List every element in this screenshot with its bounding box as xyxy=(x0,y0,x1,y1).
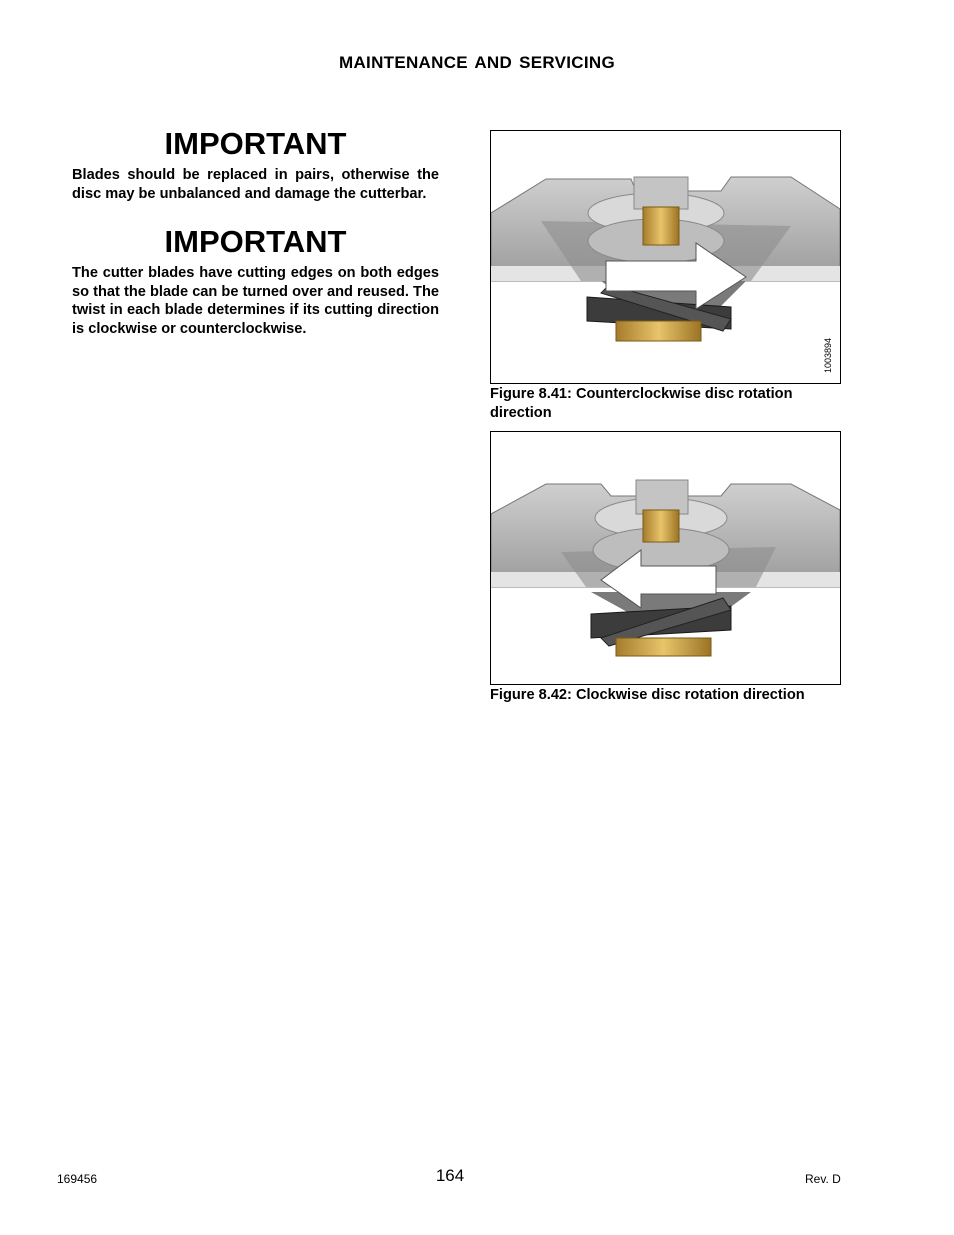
important-text-2: The cutter blades have cutting edges on both edges so that the blade can be turned over and reused. The twist in each blade determines if its cutting direction is clockwise or counterclockwise. xyxy=(72,265,439,337)
figure-caption-2: Figure 8.42: Clockwise disc rotation direction xyxy=(490,687,805,703)
figure-counterclockwise-image xyxy=(490,130,841,384)
disc-rotation-illustration-ccw xyxy=(491,131,840,383)
important-text-1: Blades should be replaced in pairs, otherwise the disc may be unbalanced and damage the cutterbar. xyxy=(72,167,439,202)
figure-image-id: 1003894 xyxy=(823,337,833,373)
figure-clockwise-image xyxy=(490,431,841,685)
page-header: MAINTENANCE AND SERVICING xyxy=(339,53,615,72)
figure-caption-1: Figure 8.41: Counterclockwise disc rotation direction xyxy=(490,386,793,421)
page-number: 164 xyxy=(435,1166,465,1185)
important-heading-2: IMPORTANT xyxy=(164,224,347,259)
important-heading-1: IMPORTANT xyxy=(164,126,347,161)
disc-rotation-illustration-cw xyxy=(491,432,840,684)
document-number: 169456 xyxy=(57,1172,98,1186)
revision-label: Rev. D xyxy=(805,1172,841,1186)
